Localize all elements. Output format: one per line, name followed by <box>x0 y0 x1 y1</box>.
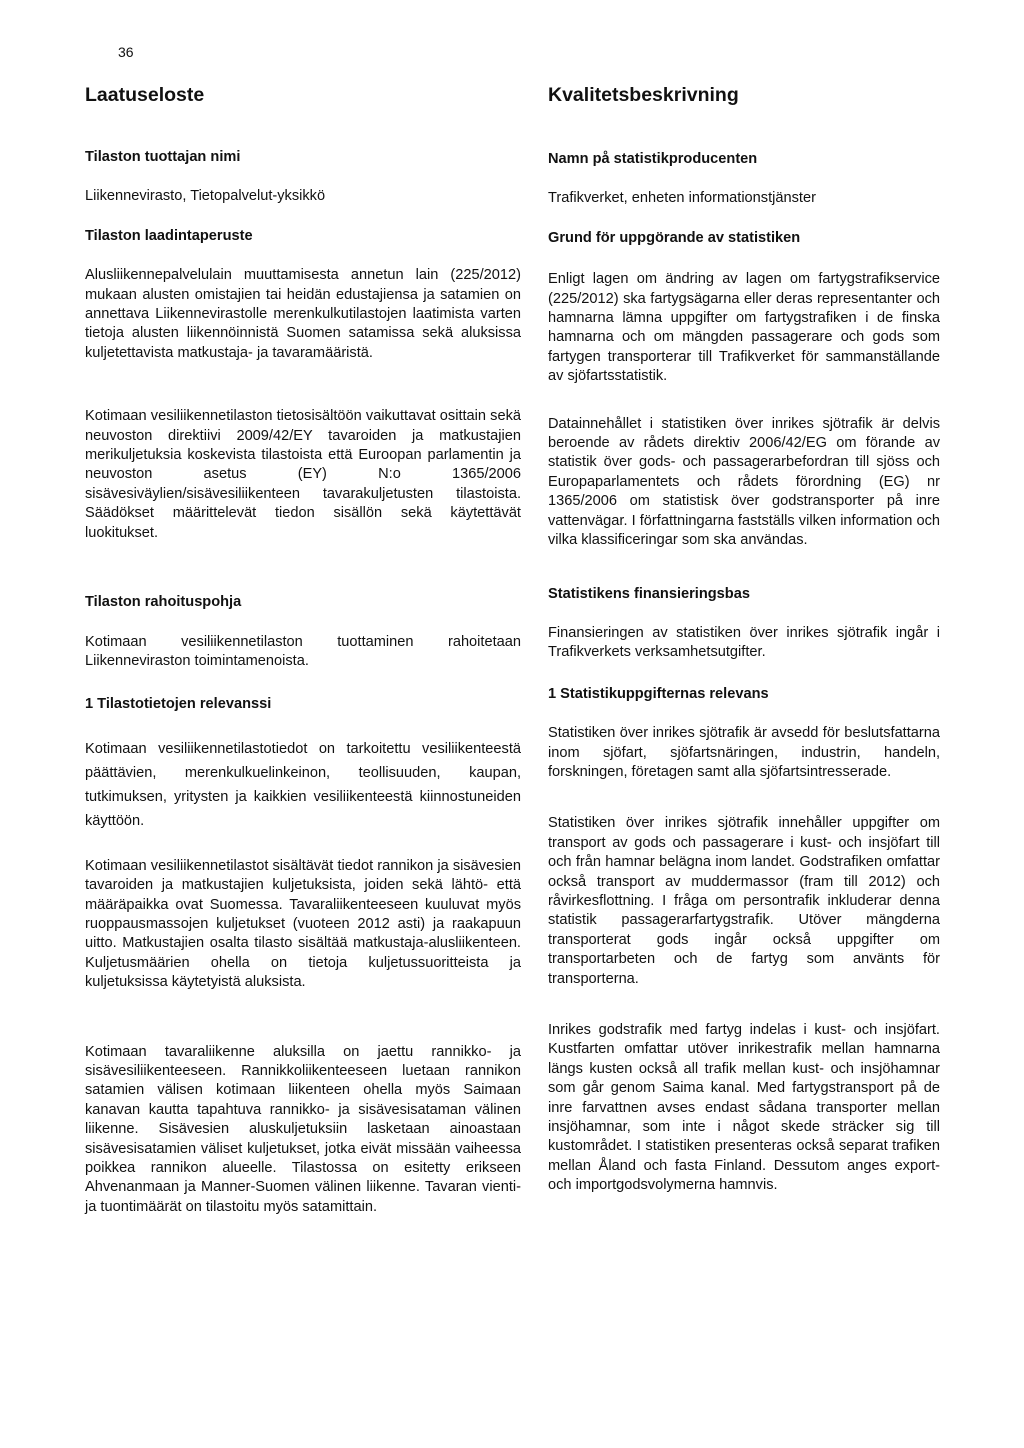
relevance-paragraph-2-fi: Kotimaan vesiliikennetilastot sisältävät tiedot rannikon ja sisävesien tavaroiden ja matkustajien kuljetuksista, joiden sekä lähtö- että määräpaikka ovat Suomessa. Tavaraliikenteeseen kuuluvat myös ruoppausmassojen kuljetukset (vuoteen 2012 asti) ja raakapuun uitto. Matkustajien osalta tilasto sisältää matkustaja-alusliikenteen. Kuljetusmäärien ohella on tietoja kuljetussuoritteista ja kuljetuksissa käytetyistä aluksista. <box>85 857 521 991</box>
swedish-column <box>548 80 940 1196</box>
relevance-paragraph-2-sv: Statistiken över inrikes sjötrafik innehåller uppgifter om transport av gods och passagerare i kust- och insjöfart till och från hamnar belägna inom landet. Godstrafiken omfattar också transport av muddermassor (fram till 2012) och råvirkesflottning. I fråga om persontrafik inkluderar denna statistik passagerarfartygstrafik. Utöver mängderna transporterat gods ingår också uppgifter om transportarbeten och de fartyg som använts för transporterna. <box>548 815 940 987</box>
funding-text-sv: Finansieringen av statistiken över inrikes sjötrafik ingår i Trafikverkets verksamhetsutgifter. <box>548 624 940 661</box>
relevance-paragraph-1-fi: Kotimaan vesiliikennetilastotiedot on tarkoitettu vesiliikenteestä päättävien, merenkulkuelinkeinon, teollisuuden, kaupan, tutkimuksen, yritysten ja kaikkien vesiliikenteestä kiinnostuneiden käyttöön. <box>85 740 521 829</box>
funding-text-fi: Kotimaan vesiliikennetilaston tuottaminen rahoitetaan Liikenneviraston toimintamenoista. <box>85 633 521 669</box>
basis-paragraph-2-sv: Datainnehållet i statistiken över inrikes sjötrafik är delvis beroende av rådets direktiv 2006/42/EG om förande av statistik över gods- och passagerarbefordran till sjöss och Europaparlamentets och rådets förordning (EG) nr 1365/2006 om statistisk över godstransporter på inre vattenvägar. I författningarna fastställs vilken information och vilka klassificeringar som ska användas. <box>548 415 940 549</box>
basis-heading-fi: Tilaston laadintaperuste <box>85 227 253 244</box>
basis-paragraph-2-fi: Kotimaan vesiliikennetilaston tietosisältöön vaikuttavat osittain sekä neuvoston direktiivi 2009/42/EY tavaroiden ja matkustajien merikuljetuksia koskevista tilastoista että Euroopan parlamentin ja neuvoston asetus (EY) N:o 1365/2006 sisävesiväylien/sisävesiliikenteen tavarakuljetusten tilastoista. Säädökset määrittelevät tiedon sisällön sekä käytettävät luokitukset. <box>85 408 521 541</box>
producer-heading-sv: Namn på statistikproducenten <box>548 151 758 167</box>
relevance-paragraph-3-sv: Inrikes godstrafik med fartyg indelas i kust- och insjöfart. Kustfarten omfattar utöver inrikestrafik mellan hamnarna längs kusten också all trafik mellan kust- och insjöhamnar som går genom Saima kanal. Med fartygstransport på de inre farvattnen avses endast sådana transporter mellan insjöhamnar, som inte i något skede sträcker sig till kustområdet. I statistiken presenteras också separat trafiken mellan Åland och fasta Finland. Dessutom anges export- och importgodsvolymerna hamnvis. <box>548 1022 940 1194</box>
producer-text-fi: Liikennevirasto, Tietopalvelut-yksikkö <box>85 188 326 205</box>
basis-paragraph-1-sv: Enligt lagen om ändring av lagen om fartygstrafikservice (225/2012) ska fartygsägarna eller deras representanter och hamnarna lämna uppgifter om fartygstrafiken i de finska hamnarna och om mängden passagerare och gods som fartygen transporterar till Trafikverket för sammanställande av sjöfartsstatistik. <box>548 271 940 385</box>
relevance-heading-sv: 1 Statistikuppgifternas relevans <box>548 685 769 702</box>
relevance-paragraph-1-sv: Statistiken över inrikes sjötrafik är avsedd för beslutsfattarna inom sjöfart, sjöfartsnäringen, industrin, handeln, forskningen, företagen samt alla sjöfartsintresserade. <box>548 725 940 780</box>
page-number: 36 <box>118 44 134 60</box>
funding-heading-sv: Statistikens finansieringsbas <box>548 585 750 602</box>
doc-title-sv: Kvalitetsbeskrivning <box>548 84 739 106</box>
funding-heading-fi: Tilaston rahoituspohja <box>85 594 242 611</box>
basis-heading-sv: Grund för uppgörande av statistiken <box>548 229 801 246</box>
basis-paragraph-1-fi: Alusliikennepalvelulain muuttamisesta annetun lain (225/2012) mukaan alusten omistajien tai heidän edustajiensa ja satamien on annettava Liikennevirastolle merenkulkutilastojen laatimista varten tietoja alusten liikennöinnistä Suomen satamissa sekä aluksissa kuljetettavista matkustaja- ja tavaramääristä. <box>85 267 521 361</box>
relevance-heading-fi: 1 Tilastotietojen relevanssi <box>85 696 272 713</box>
producer-text-sv: Trafikverket, enheten informationstjänster <box>548 190 816 207</box>
doc-title-fi: Laatuseloste <box>85 84 205 106</box>
producer-heading-fi: Tilaston tuottajan nimi <box>85 149 241 165</box>
finnish-column <box>85 80 521 1217</box>
relevance-paragraph-3-fi: Kotimaan tavaraliikenne aluksilla on jaettu rannikko- ja sisävesiliikenteeseen. Rannikkoliikenteeseen luetaan rannikon satamien välisen kotimaan liikenteen ohella myös Saimaan kanavan kautta tapahtuva rannikko- ja sisävesisataman välinen liikenne. Sisävesien aluskuljetuksiin lasketaan ainoastaan sisävesisatamien väliset kuljetukset, jotka eivät missään vaiheessa poikkea rannikon alueelle. Tilastossa on esitetty erikseen Ahvenanmaan ja Manner-Suomen välinen liikenne. Tavaran vienti- ja tuontimäärät on tilastoitu myös satamittain. <box>85 1043 521 1215</box>
